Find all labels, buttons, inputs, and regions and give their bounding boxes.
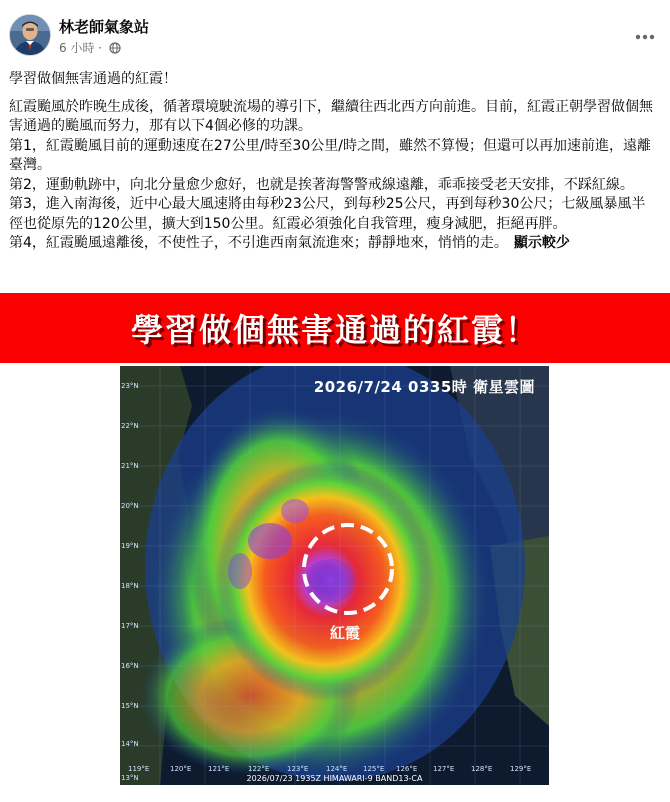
post-paragraph-5 — [9, 234, 659, 254]
satellite-footer: 2026/07/23 1935Z HIMAWARI-9 BAND13-CA — [246, 774, 423, 783]
lat-label: 16°N — [121, 662, 139, 670]
lon-label: 126°E — [396, 765, 418, 773]
lon-label: 120°E — [170, 765, 192, 773]
lat-label: 20°N — [121, 502, 139, 510]
page-name[interactable]: 林老師氣象站 — [59, 18, 150, 36]
lon-label: 121°E — [208, 765, 230, 773]
post-meta — [59, 39, 121, 57]
post-text — [9, 70, 659, 254]
lon-label: 128°E — [471, 765, 493, 773]
lat-label: 23°N — [121, 382, 139, 390]
satellite-cloud-map — [120, 366, 549, 785]
lon-label: 124°E — [326, 765, 348, 773]
post-paragraph-3: 第2，運動軌跡中，向北分量愈少愈好，也就是挨著海警警戒線遠離，乖乖接受老天安排，不踩紅線。 — [9, 176, 634, 193]
post-title: 學習做個無害通過的紅霞！ — [9, 71, 177, 87]
post-paragraph-4: 第3，進入南海後，近中心最大風速將由每秒23公尺，到每秒25公尺，再到每秒30公尺；七級風暴風半徑也從原先的120公里，擴大到150公里。紅霞必須強化自我管理，瘦身減肥，拒絕再胖。 — [9, 196, 646, 232]
satellite-image[interactable] — [120, 366, 549, 785]
lon-label: 127°E — [433, 765, 455, 773]
post-paragraph-5-text: 第4，紅霞颱風遠離後，不使性子，不引進西南氣流進來；靜靜地來，悄悄的走。 — [9, 235, 508, 251]
meta-separator: · — [98, 41, 106, 55]
more-options-icon[interactable] — [630, 22, 660, 52]
lat-label: 18°N — [121, 582, 139, 590]
lat-label: 17°N — [121, 622, 139, 630]
lon-label: 125°E — [363, 765, 385, 773]
lat-label: 22°N — [121, 422, 139, 430]
lat-label: 19°N — [121, 542, 139, 550]
typhoon-name-label: 紅霞 — [330, 624, 361, 642]
banner-title: 學習做個無害通過的紅霞！ — [130, 311, 539, 349]
lat-label: 14°N — [121, 740, 139, 748]
post-header — [0, 0, 670, 70]
lat-label: 15°N — [121, 702, 139, 710]
avatar-photo — [10, 15, 50, 55]
post-paragraph-2: 第1，紅霞颱風目前的運動速度在27公里/時至30公里/時之間，雖然不算慢；但還可以再加速前進，遠離臺灣。 — [9, 137, 651, 173]
satellite-title: 2026/7/24 0335時 衛星雲圖 — [313, 378, 535, 396]
post-paragraph-1: 紅霞颱風於昨晚生成後，循著環境駛流場的導引下，繼續往西北西方向前進。目前，紅霞正朝學習做個無害通過的颱風而努力，那有以下4個必修的功課。 — [9, 98, 653, 134]
avatar[interactable] — [9, 14, 51, 56]
lon-label: 122°E — [248, 765, 270, 773]
lon-label: 123°E — [287, 765, 309, 773]
post-time[interactable]: 6 小時 — [59, 41, 95, 55]
see-less-link[interactable]: 顯示較少 — [513, 235, 570, 251]
lat-label: 21°N — [121, 462, 139, 470]
lon-label: 129°E — [510, 765, 532, 773]
lon-label: 119°E — [128, 765, 150, 773]
lat-label: 13°N — [121, 774, 139, 782]
globe-icon[interactable] — [109, 42, 121, 57]
image-banner — [0, 293, 670, 363]
